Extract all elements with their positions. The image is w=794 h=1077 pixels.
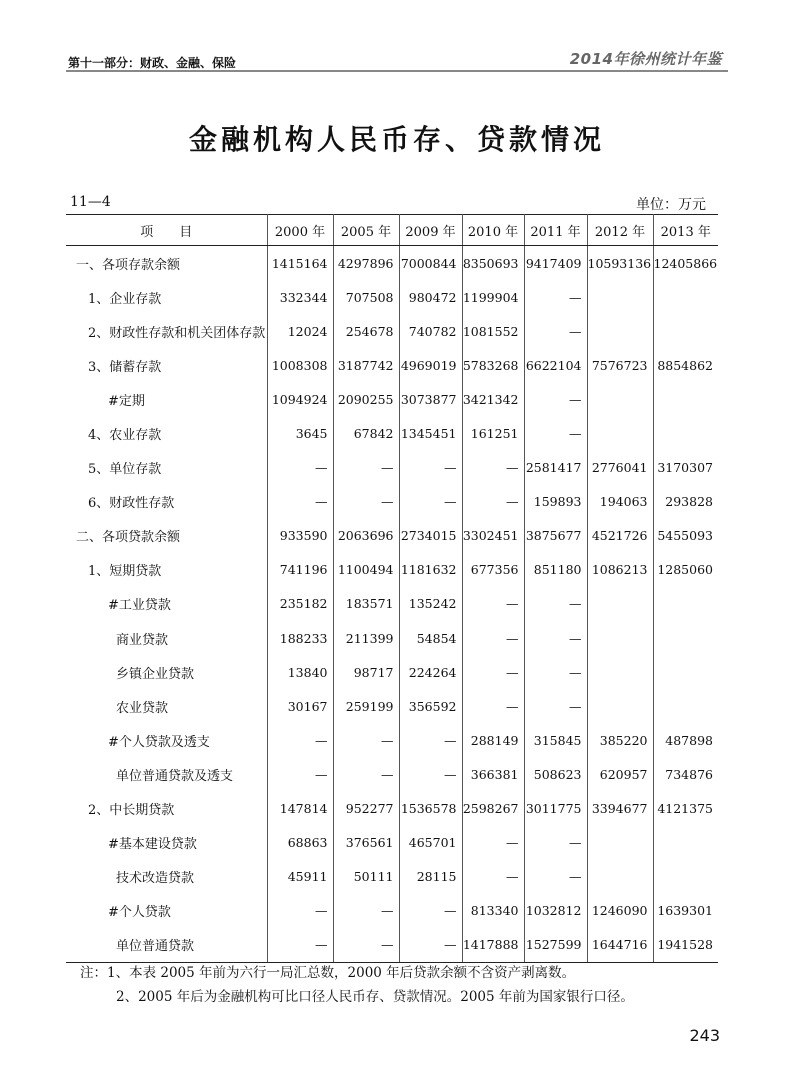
table-cell: 1639301 bbox=[653, 894, 718, 928]
table-cell: 10593136 bbox=[587, 246, 653, 281]
table-cell: 135242 bbox=[399, 587, 462, 621]
footnote-1: 注：1、本表 2005 年前为六行一局汇总数，2000 年后贷款余额不含资产剥离数。 bbox=[80, 965, 576, 981]
row-label: 1、短期贷款 bbox=[88, 564, 162, 580]
table-cell: 2734015 bbox=[399, 519, 462, 553]
table-cell: 12405866 bbox=[653, 246, 718, 281]
table-cell: 8350693 bbox=[462, 246, 524, 281]
row-label: 一、各项存款余额 bbox=[76, 257, 181, 273]
table-cell: 4297896 bbox=[333, 246, 399, 281]
table-cell: 1181632 bbox=[399, 553, 462, 587]
table-cell bbox=[653, 860, 718, 894]
table-body bbox=[66, 246, 718, 963]
table-row bbox=[66, 792, 718, 826]
unit-label: 单位：万元 bbox=[636, 197, 706, 213]
column-header: 2005 年 bbox=[333, 215, 399, 246]
table-cell: 1415164 bbox=[267, 246, 333, 281]
row-label: 6、财政性存款 bbox=[88, 496, 175, 512]
table-row bbox=[66, 348, 718, 382]
row-label: #基本建设贷款 bbox=[108, 837, 197, 853]
table-cell: 952277 bbox=[333, 792, 399, 826]
table-cell: — bbox=[462, 826, 524, 860]
table-cell: — bbox=[462, 689, 524, 723]
table-cell: — bbox=[462, 655, 524, 689]
row-label: 2、财政性存款和机关团体存款 bbox=[88, 325, 266, 341]
table-cell: 980472 bbox=[399, 280, 462, 314]
table-cell: 487898 bbox=[653, 723, 718, 757]
table-cell: 13840 bbox=[267, 655, 333, 689]
table-cell: 1081552 bbox=[462, 314, 524, 348]
table-row bbox=[66, 621, 718, 655]
table-cell: 5455093 bbox=[653, 519, 718, 553]
table-row bbox=[66, 246, 718, 281]
table-cell: 6622104 bbox=[524, 348, 587, 382]
row-label: 商业贷款 bbox=[116, 632, 169, 648]
table-cell: 293828 bbox=[653, 485, 718, 519]
table-cell bbox=[587, 689, 653, 723]
table-cell: 385220 bbox=[587, 723, 653, 757]
table-cell: 159893 bbox=[524, 485, 587, 519]
table-row bbox=[66, 485, 718, 519]
table-cell: 1285060 bbox=[653, 553, 718, 587]
table-cell: 2090255 bbox=[333, 382, 399, 416]
data-table bbox=[66, 214, 718, 963]
table-cell: 2776041 bbox=[587, 451, 653, 485]
table-cell: 68863 bbox=[267, 826, 333, 860]
table-cell bbox=[587, 860, 653, 894]
table-cell: 2063696 bbox=[333, 519, 399, 553]
table-cell: 4969019 bbox=[399, 348, 462, 382]
table-cell: — bbox=[524, 655, 587, 689]
row-label: 3、储蓄存款 bbox=[88, 359, 162, 375]
table-cell: 677356 bbox=[462, 553, 524, 587]
table-cell: 161251 bbox=[462, 416, 524, 450]
column-header: 2013 年 bbox=[653, 215, 718, 246]
table-cell: 1417888 bbox=[462, 928, 524, 963]
table-cell: 315845 bbox=[524, 723, 587, 757]
table-cell: 620957 bbox=[587, 757, 653, 791]
table-cell: 183571 bbox=[333, 587, 399, 621]
table-cell: 235182 bbox=[267, 587, 333, 621]
table-cell: 740782 bbox=[399, 314, 462, 348]
table-cell: — bbox=[524, 587, 587, 621]
table-cell: 67842 bbox=[333, 416, 399, 450]
table-cell: 376561 bbox=[333, 826, 399, 860]
table-cell: 3875677 bbox=[524, 519, 587, 553]
table-cell: — bbox=[399, 757, 462, 791]
table-number: 11—4 bbox=[70, 194, 111, 210]
table-cell: — bbox=[524, 314, 587, 348]
table-cell: 211399 bbox=[333, 621, 399, 655]
row-label: #个人贷款 bbox=[108, 905, 171, 921]
table-cell: 332344 bbox=[267, 280, 333, 314]
table-cell: 7000844 bbox=[399, 246, 462, 281]
table-cell: 7576723 bbox=[587, 348, 653, 382]
table-row bbox=[66, 587, 718, 621]
table-row bbox=[66, 314, 718, 348]
table-cell: — bbox=[462, 451, 524, 485]
table-cell: 851180 bbox=[524, 553, 587, 587]
table-row bbox=[66, 757, 718, 791]
table-cell: 98717 bbox=[333, 655, 399, 689]
row-label: 单位普通贷款 bbox=[66, 928, 267, 963]
table-row bbox=[66, 382, 718, 416]
table-cell: 3302451 bbox=[462, 519, 524, 553]
table-cell: 50111 bbox=[333, 860, 399, 894]
table-cell: 194063 bbox=[587, 485, 653, 519]
row-label: 农业贷款 bbox=[116, 700, 169, 716]
table-cell: 4121375 bbox=[653, 792, 718, 826]
row-label: 4、农业存款 bbox=[88, 428, 162, 444]
table-row bbox=[66, 655, 718, 689]
table-cell: — bbox=[267, 894, 333, 928]
table-cell: 28115 bbox=[399, 860, 462, 894]
table-row bbox=[66, 280, 718, 314]
table-cell: — bbox=[333, 757, 399, 791]
table-cell: 288149 bbox=[462, 723, 524, 757]
table-cell: 933590 bbox=[267, 519, 333, 553]
table-cell bbox=[587, 655, 653, 689]
table-cell: — bbox=[399, 485, 462, 519]
table-row bbox=[66, 519, 718, 553]
table-cell bbox=[587, 826, 653, 860]
table-cell bbox=[653, 655, 718, 689]
table-row bbox=[66, 723, 718, 757]
page-number: 243 bbox=[689, 1026, 720, 1045]
table-cell: 3187742 bbox=[333, 348, 399, 382]
table-cell: — bbox=[524, 621, 587, 655]
table-cell: 45911 bbox=[267, 860, 333, 894]
table-cell: 508623 bbox=[524, 757, 587, 791]
row-label: 乡镇企业贷款 bbox=[116, 666, 195, 682]
table-cell: — bbox=[462, 860, 524, 894]
table-cell bbox=[653, 416, 718, 450]
table-cell: 2598267 bbox=[462, 792, 524, 826]
table-cell: 2581417 bbox=[524, 451, 587, 485]
header-yearbook: 2014年徐州统计年鉴 bbox=[569, 50, 722, 68]
table-row bbox=[66, 826, 718, 860]
table-cell: — bbox=[333, 723, 399, 757]
table-cell: 147814 bbox=[267, 792, 333, 826]
table-cell: — bbox=[399, 928, 462, 963]
table-cell bbox=[653, 621, 718, 655]
page-title: 金融机构人民币存、贷款情况 bbox=[188, 123, 605, 156]
table-cell bbox=[653, 382, 718, 416]
table-cell bbox=[587, 621, 653, 655]
table-cell: — bbox=[333, 894, 399, 928]
column-header: 2012 年 bbox=[587, 215, 653, 246]
row-label: 二、各项贷款余额 bbox=[76, 530, 181, 546]
table-cell: — bbox=[524, 382, 587, 416]
table-cell: 3011775 bbox=[524, 792, 587, 826]
table-cell: 741196 bbox=[267, 553, 333, 587]
table-row bbox=[66, 894, 718, 928]
table-cell: 3394677 bbox=[587, 792, 653, 826]
row-label: #定期 bbox=[108, 393, 145, 409]
column-header: 2010 年 bbox=[462, 215, 524, 246]
table-cell: — bbox=[267, 451, 333, 485]
table-cell: 9417409 bbox=[524, 246, 587, 281]
row-label: 1、企业存款 bbox=[88, 291, 162, 307]
table-cell: — bbox=[267, 757, 333, 791]
table-cell: 5783268 bbox=[462, 348, 524, 382]
table-cell bbox=[653, 826, 718, 860]
table-cell: — bbox=[524, 280, 587, 314]
table-cell: 1941528 bbox=[653, 928, 718, 963]
table-cell: 259199 bbox=[333, 689, 399, 723]
table-row bbox=[66, 860, 718, 894]
table-cell: — bbox=[462, 587, 524, 621]
table-cell: — bbox=[399, 723, 462, 757]
table-cell: — bbox=[333, 451, 399, 485]
row-label: 2、中长期贷款 bbox=[88, 803, 175, 819]
table-cell bbox=[587, 314, 653, 348]
table-cell: — bbox=[524, 689, 587, 723]
table-cell: — bbox=[462, 485, 524, 519]
table-cell: — bbox=[462, 621, 524, 655]
table-cell: — bbox=[267, 485, 333, 519]
table-cell: — bbox=[524, 416, 587, 450]
table-cell: — bbox=[267, 928, 333, 963]
table-cell bbox=[653, 314, 718, 348]
table-cell: — bbox=[399, 894, 462, 928]
table-row bbox=[66, 928, 718, 963]
row-label: #个人贷款及透支 bbox=[108, 734, 210, 750]
table-row bbox=[66, 689, 718, 723]
table-header-row bbox=[66, 215, 718, 246]
table-cell bbox=[587, 416, 653, 450]
table-cell: 254678 bbox=[333, 314, 399, 348]
table-cell: 30167 bbox=[267, 689, 333, 723]
table-cell: — bbox=[267, 723, 333, 757]
table-cell: 1100494 bbox=[333, 553, 399, 587]
table-cell: 1536578 bbox=[399, 792, 462, 826]
table-cell bbox=[653, 689, 718, 723]
row-label: 单位普通贷款及透支 bbox=[116, 768, 234, 784]
header-section: 第十一部分：财政、金融、保险 bbox=[68, 56, 237, 70]
table-row bbox=[66, 553, 718, 587]
column-header: 项 目 bbox=[66, 215, 267, 246]
table-cell: 188233 bbox=[267, 621, 333, 655]
table-cell: — bbox=[524, 826, 587, 860]
table-cell: 12024 bbox=[267, 314, 333, 348]
table-cell: 224264 bbox=[399, 655, 462, 689]
column-header: 2000 年 bbox=[267, 215, 333, 246]
table-cell: 3170307 bbox=[653, 451, 718, 485]
table-cell bbox=[587, 382, 653, 416]
footnote-2: 2、2005 年后为金融机构可比口径人民币存、贷款情况。2005 年前为国家银行口径。 bbox=[116, 989, 634, 1005]
table-cell bbox=[653, 280, 718, 314]
table-row bbox=[66, 416, 718, 450]
table-cell: 3421342 bbox=[462, 382, 524, 416]
table-cell bbox=[653, 587, 718, 621]
table-cell bbox=[587, 280, 653, 314]
column-header: 2009 年 bbox=[399, 215, 462, 246]
table-cell: 734876 bbox=[653, 757, 718, 791]
row-label: #工业贷款 bbox=[108, 598, 171, 614]
row-label: 技术改造贷款 bbox=[116, 871, 195, 887]
table-cell: 465701 bbox=[399, 826, 462, 860]
row-label: 5、单位存款 bbox=[88, 462, 162, 478]
table-cell bbox=[587, 587, 653, 621]
table-cell: 4521726 bbox=[587, 519, 653, 553]
header-divider bbox=[66, 70, 728, 72]
table-cell: 366381 bbox=[462, 757, 524, 791]
table-cell: — bbox=[524, 860, 587, 894]
table-cell: 1644716 bbox=[587, 928, 653, 963]
table-cell: 356592 bbox=[399, 689, 462, 723]
table-cell: 8854862 bbox=[653, 348, 718, 382]
table-cell: 54854 bbox=[399, 621, 462, 655]
table-row bbox=[66, 451, 718, 485]
table-cell: 1086213 bbox=[587, 553, 653, 587]
table-cell: — bbox=[333, 928, 399, 963]
table-cell: 813340 bbox=[462, 894, 524, 928]
table-cell: 1094924 bbox=[267, 382, 333, 416]
table-cell: 1246090 bbox=[587, 894, 653, 928]
table-cell: 1008308 bbox=[267, 348, 333, 382]
table-cell: — bbox=[399, 451, 462, 485]
table-cell: 3073877 bbox=[399, 382, 462, 416]
table-cell: 1527599 bbox=[524, 928, 587, 963]
table-cell: 1032812 bbox=[524, 894, 587, 928]
table-cell: 3645 bbox=[267, 416, 333, 450]
column-header: 2011 年 bbox=[524, 215, 587, 246]
table-cell: 1345451 bbox=[399, 416, 462, 450]
table-cell: 707508 bbox=[333, 280, 399, 314]
table-cell: 1199904 bbox=[462, 280, 524, 314]
table-cell: — bbox=[333, 485, 399, 519]
